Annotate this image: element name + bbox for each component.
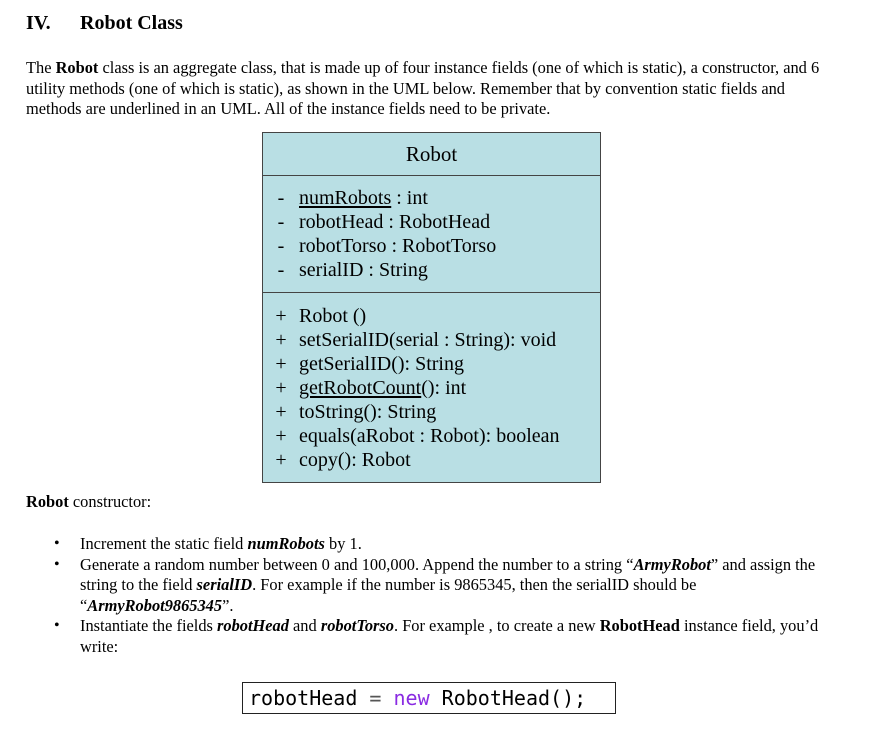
uml-method-text: [299, 376, 466, 400]
code-constructor-call: RobotHead();: [429, 686, 587, 710]
emphasis-text: ArmyRobot9865345: [87, 595, 223, 615]
list-item-text: ”.: [222, 595, 234, 615]
uml-method-text: toString(): String: [299, 401, 437, 423]
list-item: [50, 616, 840, 657]
constructor-heading: [26, 492, 151, 512]
code-snippet: [242, 682, 616, 714]
constructor-steps-list: [50, 534, 840, 657]
section-heading: [26, 10, 183, 36]
list-item-text: by 1.: [324, 534, 362, 553]
visibility-marker: +: [275, 377, 287, 399]
visibility-marker: +: [275, 329, 287, 351]
visibility-marker: -: [277, 259, 285, 281]
intro-text: The: [26, 58, 56, 77]
method-signature: (): int: [421, 377, 467, 399]
list-item: [50, 555, 840, 617]
list-item: [50, 534, 840, 555]
uml-field-row: [263, 210, 600, 234]
uml-method-text: copy(): Robot: [299, 449, 411, 471]
uml-method-text: Robot (): [299, 305, 367, 327]
intro-bold-robot: Robot: [55, 58, 99, 77]
uml-field-text: robotTorso : RobotTorso: [299, 235, 497, 257]
list-item-text: . For example if the number is 9865345, then the serialID should be “: [80, 575, 697, 615]
emphasis-text: numRobots: [247, 534, 325, 553]
code-operator: =: [357, 686, 394, 710]
list-item-text: Instantiate the fields: [80, 616, 217, 635]
uml-method-row: [263, 328, 600, 352]
code-keyword: new: [393, 686, 430, 710]
emphasis-text: serialID: [196, 575, 253, 594]
static-method-name: getRobotCount: [299, 377, 422, 399]
list-item-text: Increment the static field: [80, 534, 248, 553]
uml-field-row: [263, 234, 600, 258]
emphasis-text: robotTorso: [320, 616, 394, 635]
list-item-text: . For example , to create a new: [394, 616, 600, 635]
uml-methods-section: [263, 293, 600, 482]
visibility-marker: +: [275, 425, 287, 447]
uml-field-text: [299, 186, 428, 210]
constructor-heading-bold: Robot: [26, 492, 69, 511]
visibility-marker: +: [275, 353, 287, 375]
visibility-marker: -: [277, 187, 285, 209]
uml-field-text: robotHead : RobotHead: [299, 211, 491, 233]
bold-text: RobotHead: [599, 616, 680, 635]
visibility-marker: +: [275, 401, 287, 423]
section-number: IV.: [26, 12, 51, 34]
uml-method-row: [263, 448, 600, 472]
uml-method-row: [263, 400, 600, 424]
list-item-text: and: [288, 616, 321, 635]
field-type: : int: [391, 187, 428, 209]
uml-field-row: [263, 258, 600, 282]
uml-method-row: [263, 304, 600, 328]
uml-field-text: serialID : String: [299, 259, 428, 281]
list-item-text: Generate a random number between 0 and 100,000. Append the number to a string “: [80, 554, 634, 574]
list-item-text: instance field, you’d write:: [80, 616, 819, 656]
intro-text: class is an aggregate class, that is made up of four instance fields (one of which is static), a constructor, and 6 utility methods (one of which is static), as shown in the UML below. Remember that by convention static fields and methods are underlined in an UML. All of the instance fields need to be private.: [26, 58, 820, 118]
static-field-name: numRobots: [299, 187, 392, 209]
code-variable: robotHead: [249, 686, 358, 710]
intro-paragraph: [26, 58, 826, 120]
uml-method-row: [263, 352, 600, 376]
emphasis-text: ArmyRobot: [633, 554, 711, 574]
uml-method-row: [263, 424, 600, 448]
visibility-marker: +: [275, 449, 287, 471]
uml-field-row: [263, 186, 600, 210]
section-title: Robot Class: [80, 12, 183, 34]
uml-method-text: setSerialID(serial : String): void: [299, 329, 557, 351]
uml-method-text: equals(aRobot : Robot): boolean: [299, 425, 560, 447]
constructor-heading-text: constructor:: [68, 492, 152, 511]
visibility-marker: -: [277, 235, 285, 257]
list-item-text: ” and assign the string to the field: [80, 554, 816, 594]
visibility-marker: -: [277, 211, 285, 233]
uml-class-name: Robot: [263, 133, 600, 176]
visibility-marker: +: [275, 305, 287, 327]
uml-fields-section: [263, 176, 600, 293]
emphasis-text: robotHead: [217, 616, 289, 635]
uml-method-text: getSerialID(): String: [299, 353, 464, 375]
uml-diagram: [262, 132, 601, 483]
uml-method-row: [263, 376, 600, 400]
